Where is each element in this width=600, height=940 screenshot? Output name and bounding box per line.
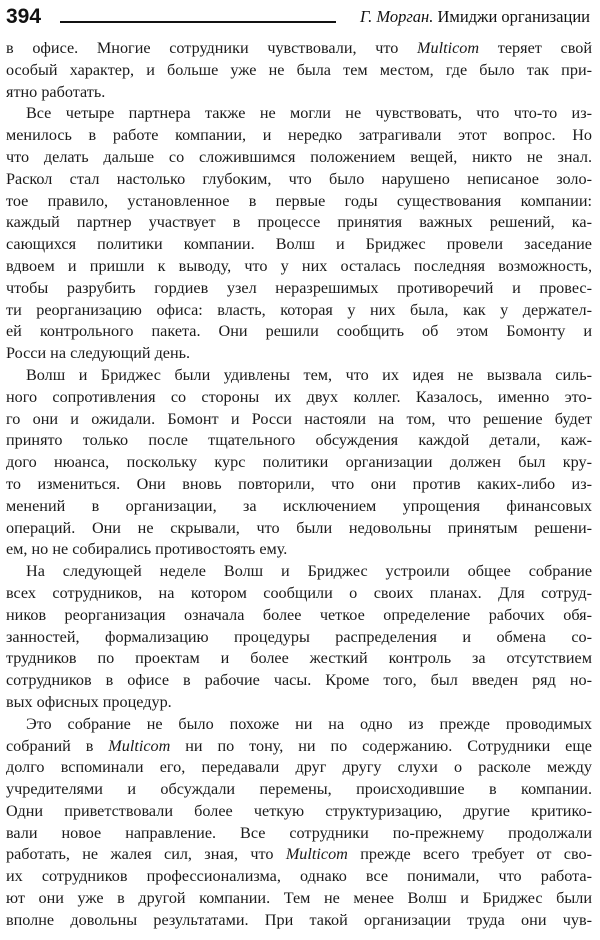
body-text bbox=[6, 38, 592, 932]
text-line: ного сопротивления со стороны их двух коллег. Казалось, именно это- bbox=[6, 387, 592, 406]
text-line: вали новое направление. Все сотрудники по-прежнему продолжали bbox=[6, 823, 592, 842]
running-title bbox=[360, 6, 590, 28]
text-line: чтобы разрубить гордиев узел неразрешимых противоречий и провес- bbox=[6, 278, 592, 297]
text-line: сающихся политики компании. Волш и Бриджес провели заседание bbox=[6, 235, 592, 254]
text-line: особый характер, и больше уже не была тем местом, где было так при- bbox=[6, 60, 592, 79]
text-line: сотрудников в офисе в рабочие часы. Кроме того, был введен ряд но- bbox=[6, 671, 592, 690]
text-line: их сотрудников профессионализма, однако все понимали, что работа- bbox=[6, 867, 592, 886]
text-line: операций. Они не скрывали, что были недовольны принятым решени- bbox=[6, 518, 592, 537]
text-line: вполне довольны результатами. При такой организации труда они чув- bbox=[6, 910, 592, 929]
text-line: что делать дальше со сложившимся положением вещей, никто не знал. bbox=[6, 147, 592, 166]
paragraph-start-line: Это собрание не было похоже ни на одно из прежде проводимых bbox=[26, 714, 592, 733]
text-line: Росси на следующий день. bbox=[6, 344, 191, 363]
text-line: ти реорганизацию офиса: власть, которая у них была, как у держател- bbox=[6, 300, 592, 319]
text-line: ют они уже в другой компании. Тем не менее Волш и Бриджес были bbox=[6, 889, 592, 908]
text-line: то измениться. Они вновь повторили, что они против каких-либо из- bbox=[6, 474, 592, 493]
text-line: каждый партнер участвует в процессе принятия важных решений, ка- bbox=[6, 213, 592, 232]
text-line: ников реорганизация означала более четкое определение рабочих обя- bbox=[6, 605, 592, 624]
text-line: ей контрольного пакета. Они решили сообщить об этом Бомонту и bbox=[6, 322, 592, 341]
text-line: менений в организации, за исключением упрощения финансовых bbox=[6, 496, 592, 515]
header-rule bbox=[60, 21, 336, 23]
text-line: ем, но не собирались противостоять ему. bbox=[6, 540, 288, 559]
text-line: принято только после тщательного обсуждения каждой детали, каж- bbox=[6, 431, 592, 450]
text-line: Раскол стал настолько глубоким, что было нарушено неписаное золо- bbox=[6, 169, 592, 188]
author-name: Г. Морган. bbox=[359, 7, 434, 26]
text-line: собраний в Multicom ни по тону, ни по содержанию. Сотрудники еще bbox=[6, 736, 592, 755]
text-line: дого нюанса, поскольку курс политики организации должен был кру- bbox=[6, 453, 592, 472]
text-line: всех сотрудников, на котором сообщили о своих планах. Для сотруд- bbox=[6, 583, 592, 602]
text-line: Одни приветствовали более четкую структуризацию, другие критико- bbox=[6, 801, 592, 820]
text-line: занностей, формализацию процедуры распределения и обмена со- bbox=[6, 627, 592, 646]
text-line: менилось в работе компании, и нередко затрагивали этот вопрос. Но bbox=[6, 126, 592, 145]
running-head bbox=[6, 4, 590, 32]
text-line: трудников по проектам и более жесткий контроль за отсутствием bbox=[6, 649, 592, 668]
text-line: тое правило, установленное в первые годы существования компании: bbox=[6, 191, 592, 210]
paragraph-start-line: На следующей неделе Волш и Бриджес устроили общее собрание bbox=[26, 562, 592, 581]
text-line: учредителями и обсуждали перемены, происходившие в компании. bbox=[6, 780, 592, 799]
paragraph-start-line: Волш и Бриджес были удивлены тем, что их идея не вызвала силь- bbox=[26, 365, 592, 384]
text-line: в офисе. Многие сотрудники чувствовали, что Multicom теряет свой bbox=[6, 39, 592, 57]
page-number: 394 bbox=[6, 5, 42, 28]
book-title: Имиджи организации bbox=[437, 7, 590, 26]
text-line: долго вспоминали его, передавали друг другу слухи о расколе между bbox=[6, 758, 592, 777]
text-line: вдвоем и пришли к выводу, что у них осталась последняя возможность, bbox=[6, 256, 592, 275]
text-line: го они и ожидали. Бомонт и Росси настояли на том, что решение будет bbox=[6, 409, 592, 428]
text-line: вых офисных процедур. bbox=[6, 692, 172, 711]
text-line: ятно работать. bbox=[6, 82, 106, 101]
paragraph-start-line: Все четыре партнера также не могли не чувствовать, что что-то из- bbox=[26, 104, 592, 123]
text-line: работать, не жалея сил, зная, что Multicom прежде всего требует от сво- bbox=[6, 845, 592, 864]
